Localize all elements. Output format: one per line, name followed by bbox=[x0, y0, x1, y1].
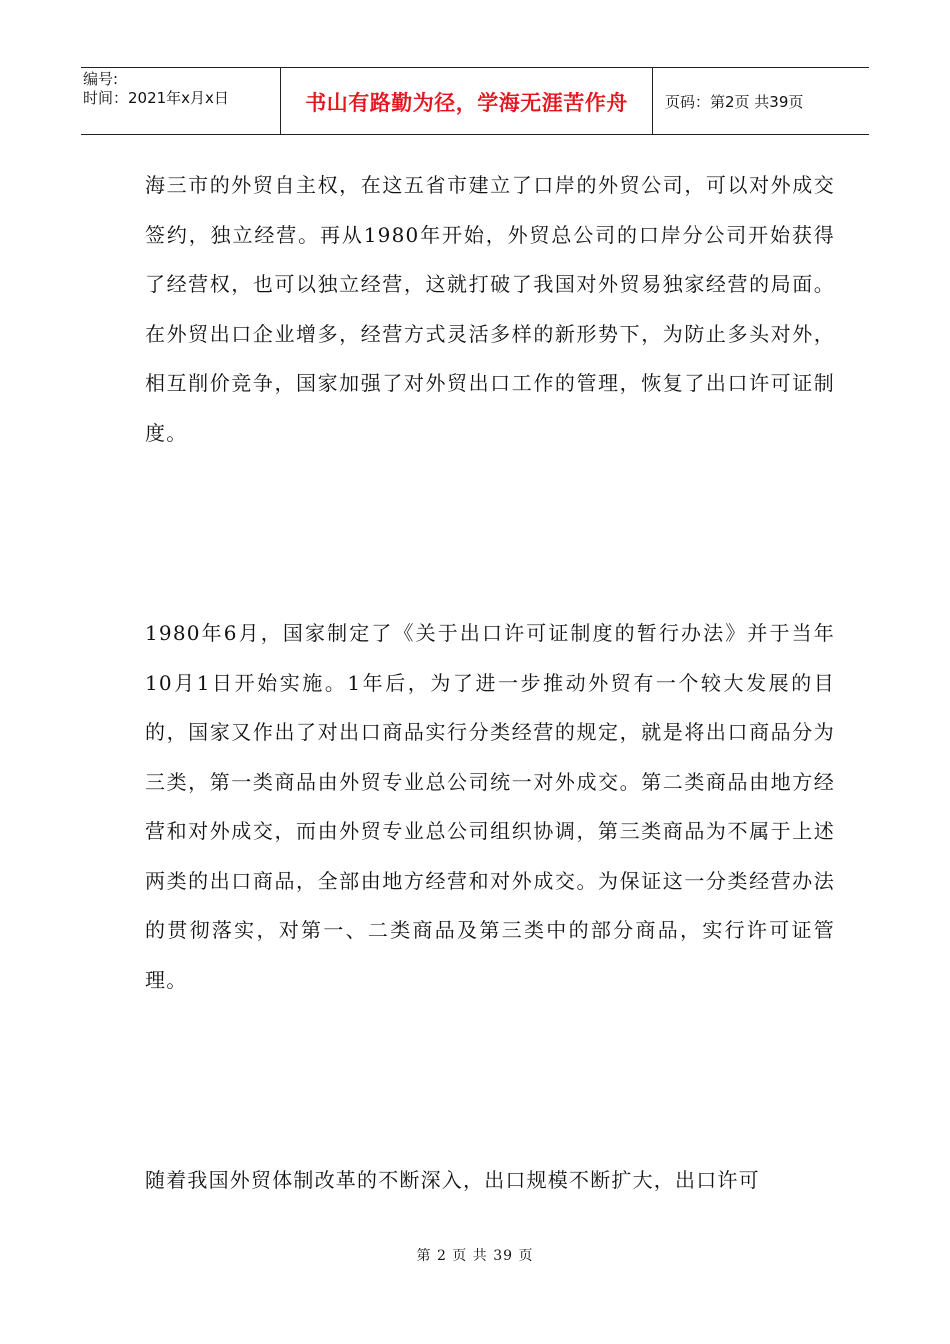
header-meta-cell bbox=[81, 68, 281, 135]
body-paragraph-2: 1980年6月，国家制定了《关于出口许可证制度的暂行办法》并于当年10月1日开始实施。1年后，为了进一步推动外贸有一个较大发展的目的，国家又作出了对出口商品实行分类经营的规定，就是将出口商品分为三类，第一类商品由外贸专业总公司统一对外成交。第二类商品由地方经营和对外成交，而由外贸专业总公司组织协调，第三类商品为不属于上述两类的出口商品，全部由地方经营和对外成交。为保证这一分类经营办法的贯彻落实，对第一、二类商品及第三类中的部分商品，实行许可证管理。 bbox=[145, 621, 835, 992]
header-page-cell bbox=[653, 68, 869, 135]
header-motto-cell bbox=[281, 68, 653, 135]
document-number-label: 编号: bbox=[83, 70, 119, 88]
document-time-label: 时间：2021年x月x日 bbox=[83, 89, 229, 107]
page-header bbox=[81, 67, 869, 135]
body-paragraph-1: 海三市的外贸自主权，在这五省市建立了口岸的外贸公司，可以对外成交签约，独立经营。再从1980年开始，外贸总公司的口岸分公司开始获得了经营权，也可以独立经营，这就打破了我国对外贸易独家经营的局面。在外贸出口企业增多，经营方式灵活多样的新形势下，为防止多头对外，相互削价竞争，国家加强了对外贸出口工作的管理，恢复了出口许可证制度。 bbox=[145, 173, 835, 445]
header-page-info: 页码：第2页 共39页 bbox=[665, 93, 804, 111]
page-footer: 第 2 页 共 39 页 bbox=[416, 1248, 534, 1264]
header-motto: 书山有路勤为径，学海无涯苦作舟 bbox=[305, 90, 628, 115]
body-paragraph-3: 随着我国外贸体制改革的不断深入，出口规模不断扩大，出口许可 bbox=[145, 1168, 760, 1192]
